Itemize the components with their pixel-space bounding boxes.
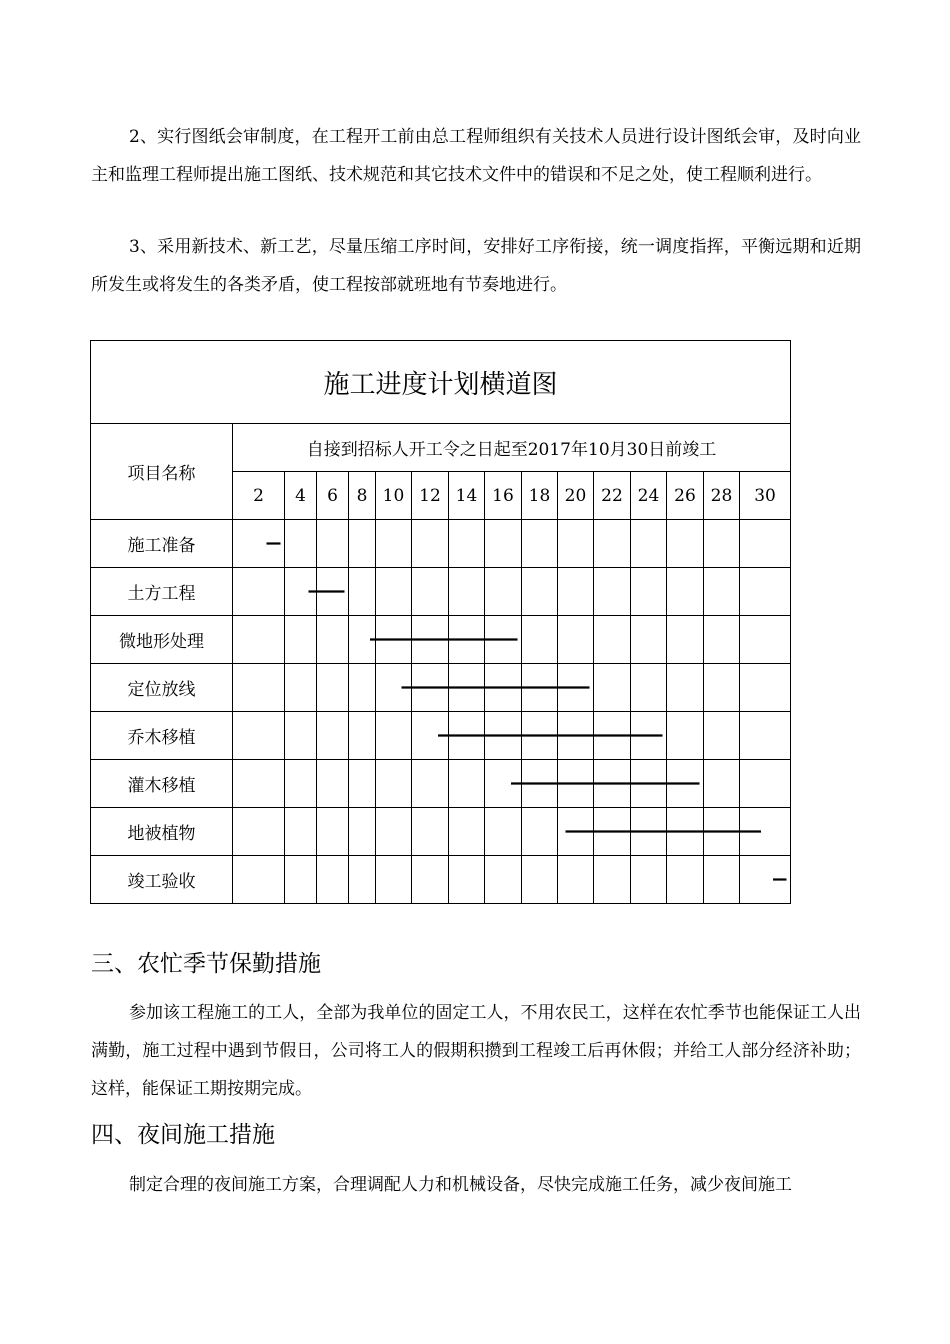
grid-cell <box>233 568 285 616</box>
section4-heading: 四、夜间施工措施 <box>91 1122 275 1148</box>
section4-body: 制定合理的夜间施工方案，合理调配人力和机械设备，尽快完成施工任务，减少夜间施工 <box>129 1175 792 1195</box>
grid-cell <box>558 568 594 616</box>
grid-cell <box>631 856 667 904</box>
grid-cell <box>449 856 485 904</box>
grid-cell <box>349 760 376 808</box>
grid-cell <box>485 520 522 568</box>
day-header-cell: 2 <box>233 472 285 520</box>
grid-cell <box>233 856 285 904</box>
grid-cell <box>667 568 704 616</box>
grid-cell <box>740 568 791 616</box>
grid-cell <box>412 664 449 712</box>
grid-cell <box>594 760 631 808</box>
grid-cell <box>285 712 317 760</box>
grid-cell <box>376 856 412 904</box>
grid-cell <box>667 760 704 808</box>
paragraph-drawing-review: 2、实行图纸会审制度，在工程开工前由总工程师组织有关技术人员进行设计图纸会审，及时向业主和监理工程师提出施工图纸、技术规范和其它技术文件中的错误和不足之处，使工程顺利进行。 <box>91 127 861 185</box>
grid-cell <box>485 664 522 712</box>
task-name: 地被植物 <box>91 808 233 856</box>
grid-cell <box>233 712 285 760</box>
grid-cell <box>233 808 285 856</box>
grid-cell <box>349 856 376 904</box>
gantt-chart-table <box>90 340 791 904</box>
grid-cell <box>667 664 704 712</box>
grid-cell <box>558 712 594 760</box>
grid-cell <box>558 808 594 856</box>
task-row <box>91 664 791 712</box>
grid-cell <box>376 568 412 616</box>
task-name: 竣工验收 <box>91 856 233 904</box>
task-name: 乔木移植 <box>91 712 233 760</box>
grid-cell <box>317 712 349 760</box>
grid-cell <box>631 568 667 616</box>
task-row <box>91 808 791 856</box>
day-header-cell: 18 <box>522 472 558 520</box>
grid-cell <box>522 760 558 808</box>
grid-cell <box>704 712 740 760</box>
day-header-cell: 4 <box>285 472 317 520</box>
grid-cell <box>317 808 349 856</box>
item-name-header: 项目名称 <box>91 424 233 520</box>
grid-cell <box>631 664 667 712</box>
grid-cell <box>449 568 485 616</box>
grid-cell <box>704 664 740 712</box>
grid-cell <box>412 712 449 760</box>
grid-cell <box>485 856 522 904</box>
grid-cell <box>558 520 594 568</box>
task-row <box>91 760 791 808</box>
grid-cell <box>522 856 558 904</box>
day-header-cell: 12 <box>412 472 449 520</box>
task-name: 微地形处理 <box>91 616 233 664</box>
grid-cell <box>449 664 485 712</box>
grid-cell <box>704 760 740 808</box>
paragraph-new-technology: 3、采用新技术、新工艺，尽量压缩工序时间，安排好工序衔接，统一调度指挥，平衡远期和近期所发生或将发生的各类矛盾，使工程按部就班地有节奏地进行。 <box>91 237 861 295</box>
grid-cell <box>233 760 285 808</box>
grid-cell <box>449 808 485 856</box>
grid-cell <box>522 808 558 856</box>
grid-cell <box>376 808 412 856</box>
period-header: 自接到招标人开工令之日起至2017年10月30日前竣工 <box>233 424 791 472</box>
day-header-cell: 10 <box>376 472 412 520</box>
grid-cell <box>412 616 449 664</box>
grid-cell <box>449 616 485 664</box>
day-header-cell: 28 <box>704 472 740 520</box>
section3-body: 参加该工程施工的工人，全部为我单位的固定工人，不用农民工，这样在农忙季节也能保证工人出满勤，施工过程中遇到节假日，公司将工人的假期积攒到工程竣工后再休假；并给工人部分经济补助；这样，能保证工期按期完成。 <box>91 1003 861 1099</box>
day-header-cell: 22 <box>594 472 631 520</box>
grid-cell <box>376 616 412 664</box>
grid-cell <box>412 520 449 568</box>
task-row <box>91 856 791 904</box>
grid-cell <box>376 712 412 760</box>
grid-cell <box>485 616 522 664</box>
section3-heading: 三、农忙季节保勤措施 <box>91 951 321 977</box>
grid-cell <box>349 520 376 568</box>
grid-cell <box>285 520 317 568</box>
grid-cell <box>740 856 791 904</box>
grid-cell <box>317 568 349 616</box>
grid-cell <box>233 520 285 568</box>
grid-cell <box>667 712 704 760</box>
grid-cell <box>594 712 631 760</box>
task-row <box>91 568 791 616</box>
grid-cell <box>317 664 349 712</box>
grid-cell <box>376 664 412 712</box>
grid-cell <box>631 712 667 760</box>
grid-cell <box>631 760 667 808</box>
grid-cell <box>233 664 285 712</box>
grid-cell <box>285 664 317 712</box>
grid-cell <box>233 616 285 664</box>
grid-cell <box>522 568 558 616</box>
grid-cell <box>594 568 631 616</box>
grid-cell <box>594 808 631 856</box>
grid-cell <box>704 616 740 664</box>
grid-cell <box>667 616 704 664</box>
grid-cell <box>485 760 522 808</box>
grid-cell <box>704 520 740 568</box>
day-header-cell: 6 <box>317 472 349 520</box>
day-header-cell: 8 <box>349 472 376 520</box>
grid-cell <box>522 616 558 664</box>
grid-cell <box>704 568 740 616</box>
grid-cell <box>740 760 791 808</box>
grid-cell <box>594 616 631 664</box>
grid-cell <box>485 568 522 616</box>
grid-cell <box>349 616 376 664</box>
task-row <box>91 616 791 664</box>
grid-cell <box>558 664 594 712</box>
grid-cell <box>522 664 558 712</box>
grid-cell <box>412 808 449 856</box>
grid-cell <box>349 664 376 712</box>
grid-cell <box>317 520 349 568</box>
grid-cell <box>349 712 376 760</box>
grid-cell <box>285 616 317 664</box>
grid-cell <box>449 712 485 760</box>
grid-cell <box>412 856 449 904</box>
day-header-cell: 26 <box>667 472 704 520</box>
grid-cell <box>740 712 791 760</box>
grid-cell <box>740 664 791 712</box>
grid-cell <box>740 808 791 856</box>
grid-cell <box>285 808 317 856</box>
day-header-cell: 16 <box>485 472 522 520</box>
day-header-cell: 20 <box>558 472 594 520</box>
grid-cell <box>667 856 704 904</box>
task-name: 定位放线 <box>91 664 233 712</box>
grid-cell <box>285 856 317 904</box>
task-row <box>91 712 791 760</box>
day-header-cell: 24 <box>631 472 667 520</box>
grid-cell <box>740 520 791 568</box>
grid-cell <box>349 568 376 616</box>
task-row <box>91 520 791 568</box>
grid-cell <box>594 520 631 568</box>
grid-cell <box>449 760 485 808</box>
grid-cell <box>317 616 349 664</box>
task-name: 土方工程 <box>91 568 233 616</box>
day-header-cell: 30 <box>740 472 791 520</box>
grid-cell <box>667 808 704 856</box>
grid-cell <box>594 856 631 904</box>
gantt-title: 施工进度计划横道图 <box>91 341 791 424</box>
grid-cell <box>285 568 317 616</box>
grid-cell <box>376 520 412 568</box>
grid-cell <box>558 616 594 664</box>
grid-cell <box>376 760 412 808</box>
grid-cell <box>667 520 704 568</box>
grid-cell <box>285 760 317 808</box>
grid-cell <box>594 664 631 712</box>
grid-cell <box>317 760 349 808</box>
grid-cell <box>631 808 667 856</box>
task-name: 施工准备 <box>91 520 233 568</box>
grid-cell <box>349 808 376 856</box>
grid-cell <box>449 520 485 568</box>
grid-cell <box>485 712 522 760</box>
grid-cell <box>485 808 522 856</box>
grid-cell <box>522 520 558 568</box>
grid-cell <box>740 616 791 664</box>
grid-cell <box>704 808 740 856</box>
grid-cell <box>317 856 349 904</box>
day-header-cell: 14 <box>449 472 485 520</box>
grid-cell <box>412 568 449 616</box>
grid-cell <box>631 520 667 568</box>
grid-cell <box>558 760 594 808</box>
grid-cell <box>704 856 740 904</box>
grid-cell <box>522 712 558 760</box>
grid-cell <box>558 856 594 904</box>
grid-cell <box>412 760 449 808</box>
grid-cell <box>631 616 667 664</box>
task-name: 灌木移植 <box>91 760 233 808</box>
